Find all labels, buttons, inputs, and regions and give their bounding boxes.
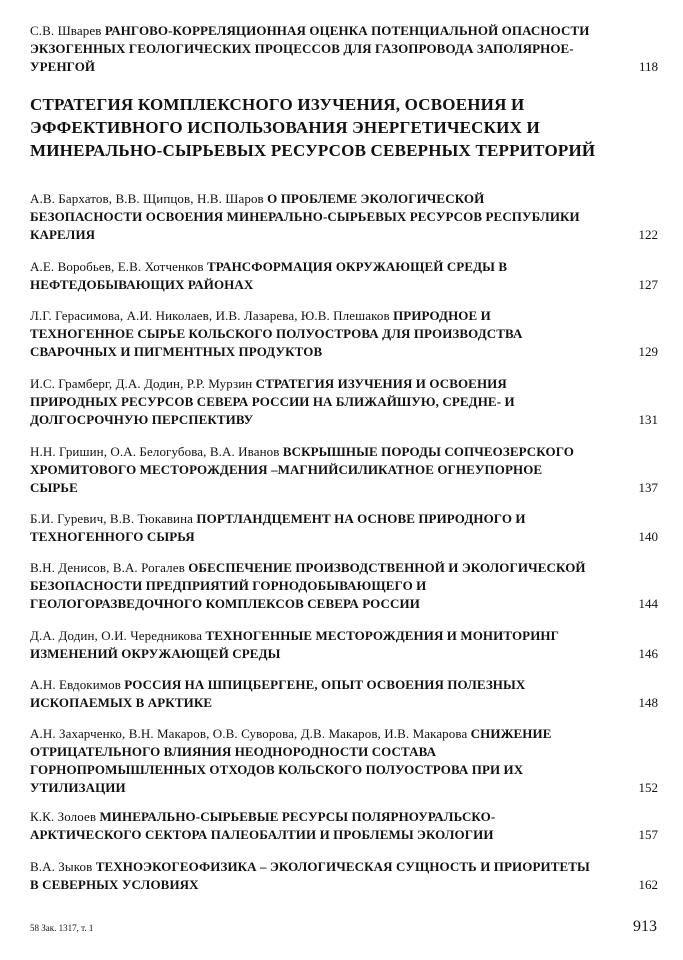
entry-page-number: 144 [638,596,658,611]
entry-authors: В.А. Зыков [30,859,96,874]
toc-entry [30,808,660,844]
entry-text [30,375,590,429]
entry-text [30,258,590,294]
page-number: 913 [633,918,657,935]
entry-authors: А.Н. Захарченко, В.Н. Макаров, О.В. Суворова, Д.В. Макаров, И.В. Макарова [30,726,471,741]
entry-title: МИНЕРАЛЬНО-СЫРЬЕВЫЕ РЕСУРСЫ ПОЛЯРНОУРАЛЬСКО-АРКТИЧЕСКОГО СЕКТОРА ПАЛЕОБАЛТИИ И ПРОБЛЕМЫ ЭКОЛОГИИ [30,809,496,842]
toc-entry [30,725,660,797]
entry-text [30,559,590,613]
toc-entry [30,627,660,663]
entry-authors: Л.Г. Герасимова, А.И. Николаев, И.В. Лазарева, Ю.В. Плешаков [30,308,394,323]
entry-authors: А.Н. Евдокимов [30,677,125,692]
entry-page-number: 137 [638,480,658,495]
entry-text [30,808,590,844]
print-signature-mark: 58 Зак. 1317, т. 1 [30,923,94,933]
entry-authors: Д.А. Додин, О.И. Чередникова [30,628,206,643]
toc-entry [30,22,660,76]
entry-text [30,22,590,76]
entry-page-number: 131 [638,412,658,427]
entry-title: ТРАНСФОРМАЦИЯ ОКРУЖАЮЩЕЙ СРЕДЫ В НЕФТЕДОБЫВАЮЩИХ РАЙОНАХ [30,259,508,292]
entry-page-number: 140 [638,529,658,544]
entry-title: РАНГОВО-КОРРЕЛЯЦИОННАЯ ОЦЕНКА ПОТЕНЦИАЛЬНОЙ ОПАСНОСТИ ЭКЗОГЕННЫХ ГЕОЛОГИЧЕСКИХ ПРОЦЕССОВ ДЛЯ ГАЗОПРОВОДА ЗАПОЛЯРНОЕ-УРЕНГОЙ [30,23,590,74]
entry-authors: К.К. Золоев [30,809,100,824]
entry-page-number: 146 [638,646,658,661]
entry-page-number: 162 [638,877,658,892]
entry-text [30,190,590,244]
toc-entry [30,559,660,613]
entry-page-number: 148 [638,695,658,710]
entry-title: ВСКРЫШНЫЕ ПОРОДЫ СОПЧЕОЗЕРСКОГО ХРОМИТОВОГО МЕСТОРОЖДЕНИЯ –МАГНИЙСИЛИКАТНОЕ ОГНЕУПОРНОЕ СЫРЬЕ [30,444,574,495]
section-heading: СТРАТЕГИЯ КОМПЛЕКСНОГО ИЗУЧЕНИЯ, ОСВОЕНИЯ И ЭФФЕКТИВНОГО ИСПОЛЬЗОВАНИЯ ЭНЕРГЕТИЧЕСКИХ И МИНЕРАЛЬНО-СЫРЬЕВЫХ РЕСУРСОВ СЕВЕРНЫХ ТЕРРИТОРИЙ [30,95,596,160]
entry-title: О ПРОБЛЕМЕ ЭКОЛОГИЧЕСКОЙ БЕЗОПАСНОСТИ ОСВОЕНИЯ МИНЕРАЛЬНО-СЫРЬЕВЫХ РЕСУРСОВ РЕСПУБЛИКИ КАРЕЛИЯ [30,191,580,242]
entry-text [30,510,590,546]
entry-page-number: 157 [638,827,658,842]
entry-authors: Н.Н. Гришин, О.А. Белогубова, В.А. Иванов [30,444,283,459]
toc-entry [30,858,660,894]
entry-page-number: 118 [638,59,658,74]
entry-authors: А.Е. Воробьев, Е.В. Хотченков [30,259,207,274]
entry-page-number: 129 [638,344,658,359]
entry-title: ТЕХНОЭКОГЕОФИЗИКА – ЭКОЛОГИЧЕСКАЯ СУЩНОСТЬ И ПРИОРИТЕТЫ В СЕВЕРНЫХ УСЛОВИЯХ [30,859,590,892]
entry-title: СНИЖЕНИЕ ОТРИЦАТЕЛЬНОГО ВЛИЯНИЯ НЕОДНОРОДНОСТИ СОСТАВА ГОРНОПРОМЫШЛЕННЫХ ОТХОДОВ КОЛЬСКОГО ПОЛУОСТРОВА ПРИ ИХ УТИЛИЗАЦИИ [30,726,552,795]
entry-text [30,627,590,663]
toc-entry [30,307,660,361]
entry-authors: В.Н. Денисов, В.А. Рогалев [30,560,189,575]
entry-text [30,676,590,712]
entry-title: ПРИРОДНОЕ И ТЕХНОГЕННОЕ СЫРЬЕ КОЛЬСКОГО ПОЛУОСТРОВА ДЛЯ ПРОИЗВОДСТВА СВАРОЧНЫХ И ПИГМЕНТНЫХ ПРОДУКТОВ [30,308,523,359]
entry-authors: Б.И. Гуревич, В.В. Тюкавина [30,511,197,526]
entry-authors: А.В. Бархатов, В.В. Щипцов, Н.В. Шаров [30,191,268,206]
toc-entry [30,258,660,294]
toc-entry [30,443,660,497]
entry-text [30,443,590,497]
entry-text [30,307,590,361]
entry-authors: С.В. Шварев [30,23,105,38]
entry-page-number: 152 [638,780,658,795]
entry-text [30,725,590,797]
entry-title: ТЕХНОГЕННЫЕ МЕСТОРОЖДЕНИЯ И МОНИТОРИНГ ИЗМЕНЕНИЙ ОКРУЖАЮЩЕЙ СРЕДЫ [30,628,559,661]
entry-title: ОБЕСПЕЧЕНИЕ ПРОИЗВОДСТВЕННОЙ И ЭКОЛОГИЧЕСКОЙ БЕЗОПАСНОСТИ ПРЕДПРИЯТИЙ ГОРНОДОБЫВАЮЩЕГО И ГЕОЛОГОРАЗВЕДОЧНОГО КОМПЛЕКСОВ СЕВЕРА РОССИИ [30,560,586,611]
toc-entry [30,375,660,429]
entry-title: РОССИЯ НА ШПИЦБЕРГЕНЕ, ОПЫТ ОСВОЕНИЯ ПОЛЕЗНЫХ ИСКОПАЕМЫХ В АРКТИКЕ [30,677,526,710]
entry-authors: И.С. Грамберг, Д.А. Додин, Р.Р. Мурзин [30,376,256,391]
entry-page-number: 127 [638,277,658,292]
toc-entry [30,676,660,712]
entry-page-number: 122 [638,227,658,242]
toc-entry [30,510,660,546]
toc-entry [30,190,660,244]
entry-title: СТРАТЕГИЯ ИЗУЧЕНИЯ И ОСВОЕНИЯ ПРИРОДНЫХ РЕСУРСОВ СЕВЕРА РОССИИ НА БЛИЖАЙШУЮ, СРЕДНЕ- И ДОЛГОСРОЧНУЮ ПЕРСПЕКТИВУ [30,376,515,427]
entry-title: ПОРТЛАНДЦЕМЕНТ НА ОСНОВЕ ПРИРОДНОГО И ТЕХНОГЕННОГО СЫРЬЯ [30,511,526,544]
entry-text [30,858,590,894]
